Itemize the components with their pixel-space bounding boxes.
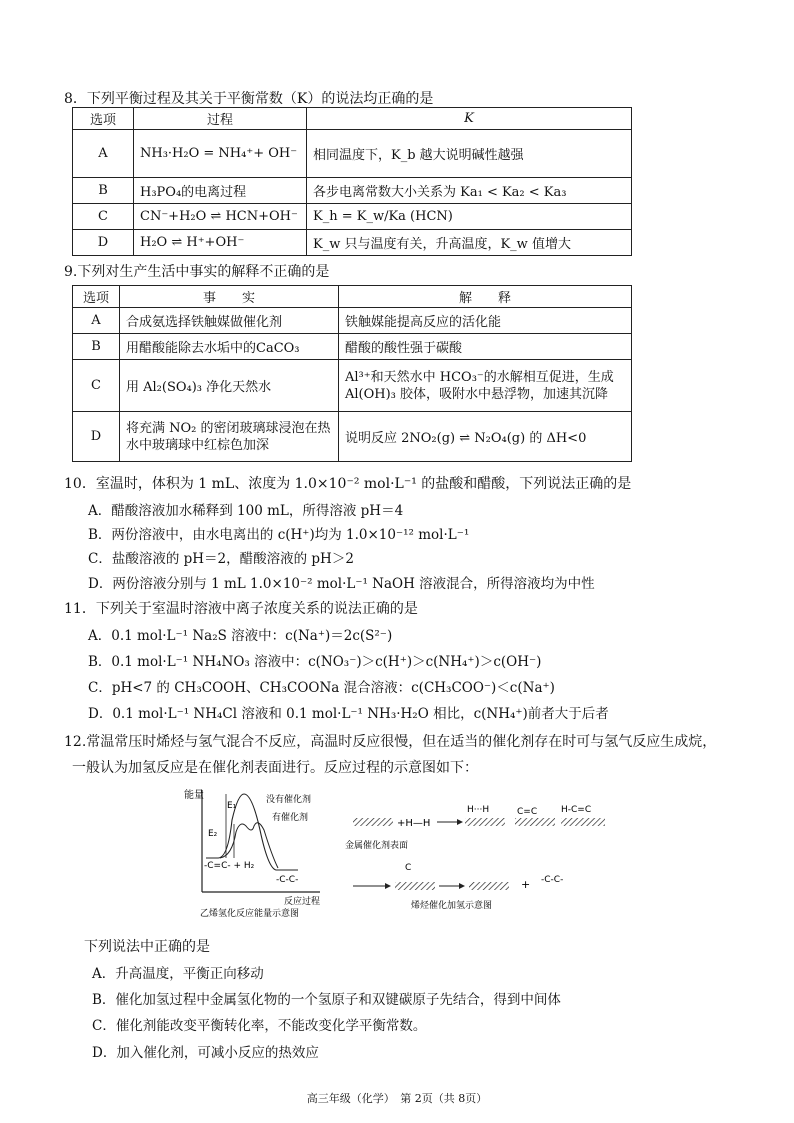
catalyst-surface-1 — [353, 818, 393, 826]
q11-stem: 11．下列关于室温时溶液中离子浓度关系的说法正确的是 — [64, 601, 418, 617]
table-row — [73, 308, 632, 334]
intermediate: C — [405, 863, 412, 873]
catalyst-surface-4 — [561, 818, 605, 826]
catalyst-surface-2 — [465, 818, 505, 826]
q12-sub-stem: 下列说法中正确的是 — [84, 939, 210, 955]
h-atoms-1: H···H — [467, 805, 490, 815]
hydrogen-formula: +H—H — [397, 818, 431, 829]
q8-row-option: C — [73, 204, 134, 230]
q10-stem: 10．室温时，体积为 1 mL、浓度为 1.0×10⁻² mol·L⁻¹ 的盐酸和醋酸，下列说法正确的是 — [64, 476, 632, 492]
table-row — [73, 204, 632, 230]
q12-option-d: D．加入催化剂，可减小反应的热效应 — [92, 1045, 319, 1061]
q9-row-explanation: 铁触媒能提高反应的活化能 — [339, 308, 632, 334]
catalyst-surface-5 — [395, 882, 435, 890]
q9-row-fact: 用 Al₂(SO₄)₃ 净化天然水 — [120, 360, 339, 412]
q10-option-d: D．两份溶液分别与 1 mL 1.0×10⁻² mol·L⁻¹ NaOH 溶液混合，所得溶液均为中性 — [88, 576, 595, 592]
x-axis-label: 反应过程 — [284, 897, 321, 907]
q9-row-fact: 将充满 NO₂ 的密闭玻璃球浸泡在热水中玻璃球中红棕色加深 — [120, 412, 339, 462]
uncatalyzed-curve — [206, 794, 298, 870]
table-row — [73, 130, 632, 178]
q8-row-process: H₂O ⇌ H⁺+OH⁻ — [134, 230, 307, 256]
q8-table — [72, 107, 632, 256]
q12-stem-line2: 一般认为加氢反应是在催化剂表面进行。反应过程的示意图如下： — [72, 760, 478, 776]
q10-option-b: B．两份溶液中，由水电离出的 c(H⁺)均为 1.0×10⁻¹² mol·L⁻¹ — [88, 527, 470, 543]
alkane-product: -C-C- — [541, 875, 564, 885]
q9-stem: 9.下列对生产生活中事实的解释不正确的是 — [64, 264, 330, 280]
h-c-c: H-C=C — [561, 805, 592, 815]
table-row — [73, 178, 632, 204]
q10-option-c: C．盐酸溶液的 pH＝2，醋酸溶液的 pH＞2 — [88, 551, 354, 567]
arrow-head-3 — [459, 883, 465, 889]
q12-option-a: A．升高温度，平衡正向移动 — [92, 966, 264, 982]
table-row — [73, 334, 632, 360]
q8-header-process: 过程 — [134, 108, 307, 130]
q9-row-fact: 用醋酸能除去水垢中的CaCO₃ — [120, 334, 339, 360]
q12-option-c: C．催化剂能改变平衡转化率，不能改变化学平衡常数。 — [92, 1018, 427, 1034]
catalyst-label: 有催化剂 — [272, 813, 309, 823]
q11-option-d: D．0.1 mol·L⁻¹ NH₄Cl 溶液和 0.1 mol·L⁻¹ NH₃·H₂O 相比，c(NH₄⁺)前者大于后者 — [88, 706, 609, 722]
catalyst-surface-3 — [515, 818, 555, 826]
c-equals-c: C=C — [517, 807, 538, 817]
table-row — [73, 230, 632, 256]
y-axis-label: 能量 — [184, 790, 204, 801]
q9-header-option: 选项 — [73, 286, 120, 308]
q12-stem-line1: 12.常温常压时烯烃与氢气混合不反应，高温时反应很慢，但在适当的催化剂存在时可与氢气反应生成烷， — [64, 734, 717, 750]
scheme-caption: 烯烃催化加氢示意图 — [411, 901, 493, 911]
reactant-label: -C=C- + H₂ — [204, 861, 255, 871]
q9-row-explanation: 说明反应 2NO₂(g) ⇌ N₂O₄(g) 的 ΔH<0 — [339, 412, 632, 462]
table-row — [73, 360, 632, 412]
q9-row-fact: 合成氨选择铁触媒做催化剂 — [120, 308, 339, 334]
surface-label: 金属催化剂表面 — [345, 841, 409, 851]
q8-header-option: 选项 — [73, 108, 134, 130]
q8-row-process: H₃PO₄的电离过程 — [134, 178, 307, 204]
q9-row-option: C — [73, 360, 120, 412]
q12-option-b: B．催化加氢过程中金属氢化物的一个氢原子和双键碳原子先结合，得到中间体 — [92, 992, 561, 1008]
q9-header-explanation: 解 释 — [339, 286, 632, 308]
energy-diagram — [180, 780, 330, 920]
q9-row-option: A — [73, 308, 120, 334]
q11-option-a: A．0.1 mol·L⁻¹ Na₂S 溶液中：c(Na⁺)＝2c(S²⁻) — [88, 628, 393, 644]
q9-row-option: D — [73, 412, 120, 462]
arrow-head-1 — [457, 819, 463, 825]
q11-option-b: B．0.1 mol·L⁻¹ NH₄NO₃ 溶液中：c(NO₃⁻)＞c(H⁺)＞c(NH₄⁺)＞c(OH⁻) — [88, 654, 542, 670]
table-row — [73, 412, 632, 462]
hydrogenation-scheme — [345, 790, 615, 915]
page-footer: 高三年级（化学） 第 2页（共 8页） — [306, 1092, 488, 1105]
q8-row-option: B — [73, 178, 134, 204]
q8-row-k: K_w 只与温度有关，升高温度，K_w 值增大 — [307, 230, 632, 256]
q9-row-option: B — [73, 334, 120, 360]
q8-row-k: 相同温度下，K_b 越大说明碱性越强 — [307, 130, 632, 178]
q9-table — [72, 285, 632, 462]
arrow-head-2 — [385, 883, 391, 889]
product-label: -C-C- — [276, 875, 299, 885]
q9-row-explanation: Al³⁺和天然水中 HCO₃⁻的水解相互促进，生成 Al(OH)₃ 胶体，吸附水中悬浮物，加速其沉降 — [339, 360, 632, 412]
q8-row-k: K_h = K_w/Ka (HCN) — [307, 204, 632, 230]
e2-label: E₂ — [208, 829, 218, 839]
q8-stem: 8．下列平衡过程及其关于平衡常数（K）的说法均正确的是 — [64, 91, 434, 107]
q8-row-option: A — [73, 130, 134, 178]
catalyst-surface-6 — [469, 882, 509, 890]
plus-sign: + — [521, 878, 531, 891]
q8-row-process: CN⁻+H₂O ⇌ HCN+OH⁻ — [134, 204, 307, 230]
q8-row-option: D — [73, 230, 134, 256]
q9-row-explanation: 醋酸的酸性强于碳酸 — [339, 334, 632, 360]
q8-header-k: K — [307, 108, 632, 130]
q8-row-k: 各步电离常数大小关系为 Ka₁ < Ka₂ < Ka₃ — [307, 178, 632, 204]
q11-option-c: C．pH<7 的 CH₃COOH、CH₃COONa 混合溶液：c(CH₃COO⁻)＜c(Na⁺) — [88, 680, 555, 696]
e1-label: E₁ — [227, 801, 237, 811]
q10-option-a: A．醋酸溶液加水稀释到 100 mL，所得溶液 pH＝4 — [88, 503, 404, 519]
q8-row-process: NH₃·H₂O = NH₄⁺+ OH⁻ — [134, 130, 307, 178]
energy-diagram-caption: 乙烯氢化反应能量示意图 — [200, 909, 300, 919]
no-catalyst-label: 没有催化剂 — [266, 795, 312, 805]
q9-header-fact: 事 实 — [120, 286, 339, 308]
